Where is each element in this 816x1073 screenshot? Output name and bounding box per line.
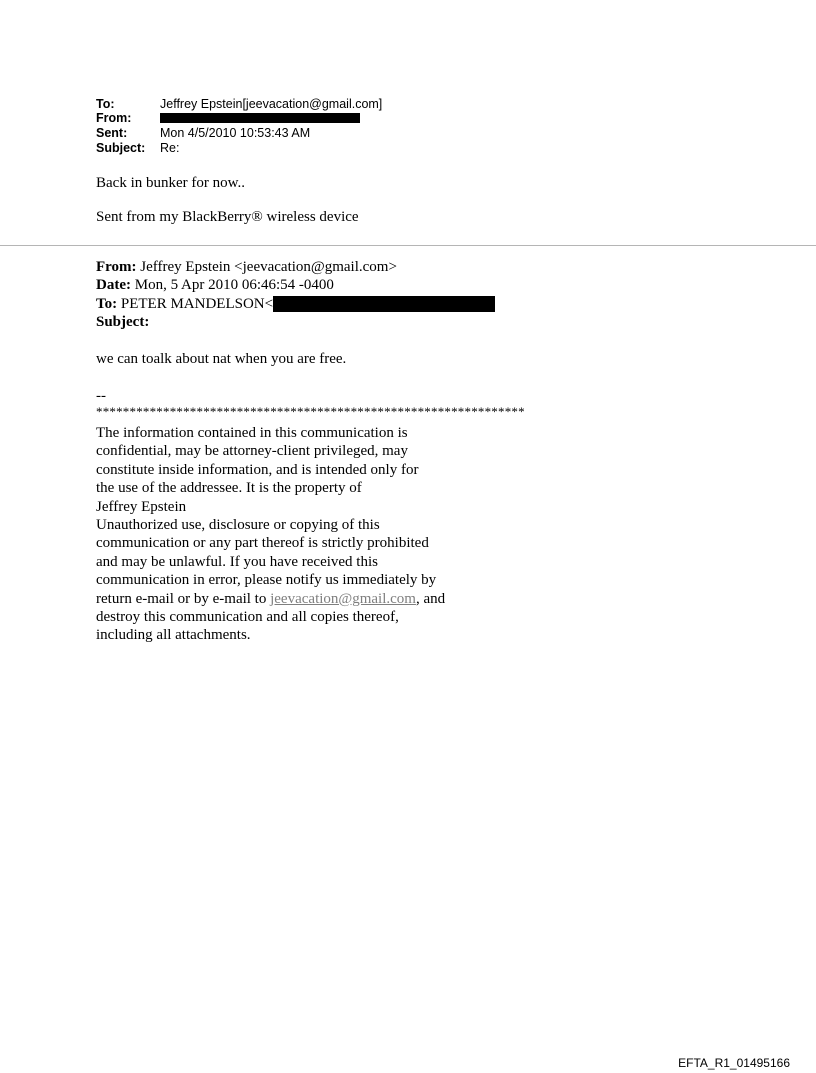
quoted-date-value: Mon, 5 Apr 2010 06:46:54 -0400 — [134, 277, 334, 293]
disclaimer-line: Jeffrey Epstein — [96, 498, 187, 515]
header-to-label: To: — [96, 97, 115, 111]
disclaimer-line: constitute inside information, and is intended only for — [96, 461, 419, 478]
quoted-to-value: PETER MANDELSON< — [120, 296, 274, 312]
signature-stars: **************************************************************** — [96, 404, 525, 419]
reply-line-1: Back in bunker for now.. — [96, 175, 245, 191]
disclaimer-line: communication or any part thereof is strictly prohibited — [96, 535, 429, 552]
header-subject-label: Subject: — [96, 141, 146, 155]
quoted-message: we can toalk about nat when you are free. — [96, 351, 347, 367]
header-from-label: From: — [96, 111, 132, 125]
disclaimer-return-line — [96, 590, 445, 608]
quoted-date-label: Date: — [96, 277, 131, 293]
quoted-from-label: From: — [96, 259, 137, 275]
document-id: EFTA_R1_01495166 — [678, 1056, 790, 1070]
header-from-value — [160, 111, 360, 125]
disclaimer-line: and may be unlawful. If you have received this — [96, 553, 378, 570]
redaction-box — [160, 113, 360, 123]
signature-dashes: -- — [96, 388, 106, 404]
email-link[interactable]: jeevacation@gmail.com — [270, 590, 416, 607]
disclaimer-line: destroy this communication and all copies thereof, — [96, 609, 399, 626]
confidentiality-disclaimer — [96, 424, 445, 645]
quoted-to-row — [96, 295, 495, 313]
disclaimer-line: The information contained in this communication is — [96, 425, 408, 441]
disclaimer-return-suffix: , and — [415, 590, 446, 607]
header-to-value: Jeffrey Epstein[jeevacation@gmail.com] — [160, 97, 383, 111]
quoted-from-row — [96, 258, 397, 276]
redaction-box — [273, 296, 495, 312]
disclaimer-line: communication in error, please notify us immediately by — [96, 572, 437, 589]
quoted-from-value: Jeffrey Epstein <jeevacation@gmail.com> — [140, 259, 397, 275]
quoted-subject-row — [96, 313, 149, 331]
quoted-date-row — [96, 276, 334, 294]
header-subject-value: Re: — [160, 141, 180, 155]
quoted-subject-label: Subject: — [96, 314, 150, 330]
disclaimer-return-prefix: return e-mail or by e-mail to — [96, 590, 271, 607]
disclaimer-line: confidential, may be attorney-client privileged, may — [96, 443, 408, 460]
header-sent-label: Sent: — [96, 126, 128, 140]
disclaimer-line: the use of the addressee. It is the property of — [96, 480, 362, 497]
disclaimer-line: Unauthorized use, disclosure or copying of this — [96, 517, 380, 534]
header-sent-value: Mon 4/5/2010 10:53:43 AM — [160, 126, 311, 140]
message-divider — [0, 245, 816, 246]
reply-signature: Sent from my BlackBerry® wireless device — [96, 209, 359, 225]
disclaimer-line: including all attachments. — [96, 627, 251, 644]
quoted-to-label: To: — [96, 296, 118, 312]
